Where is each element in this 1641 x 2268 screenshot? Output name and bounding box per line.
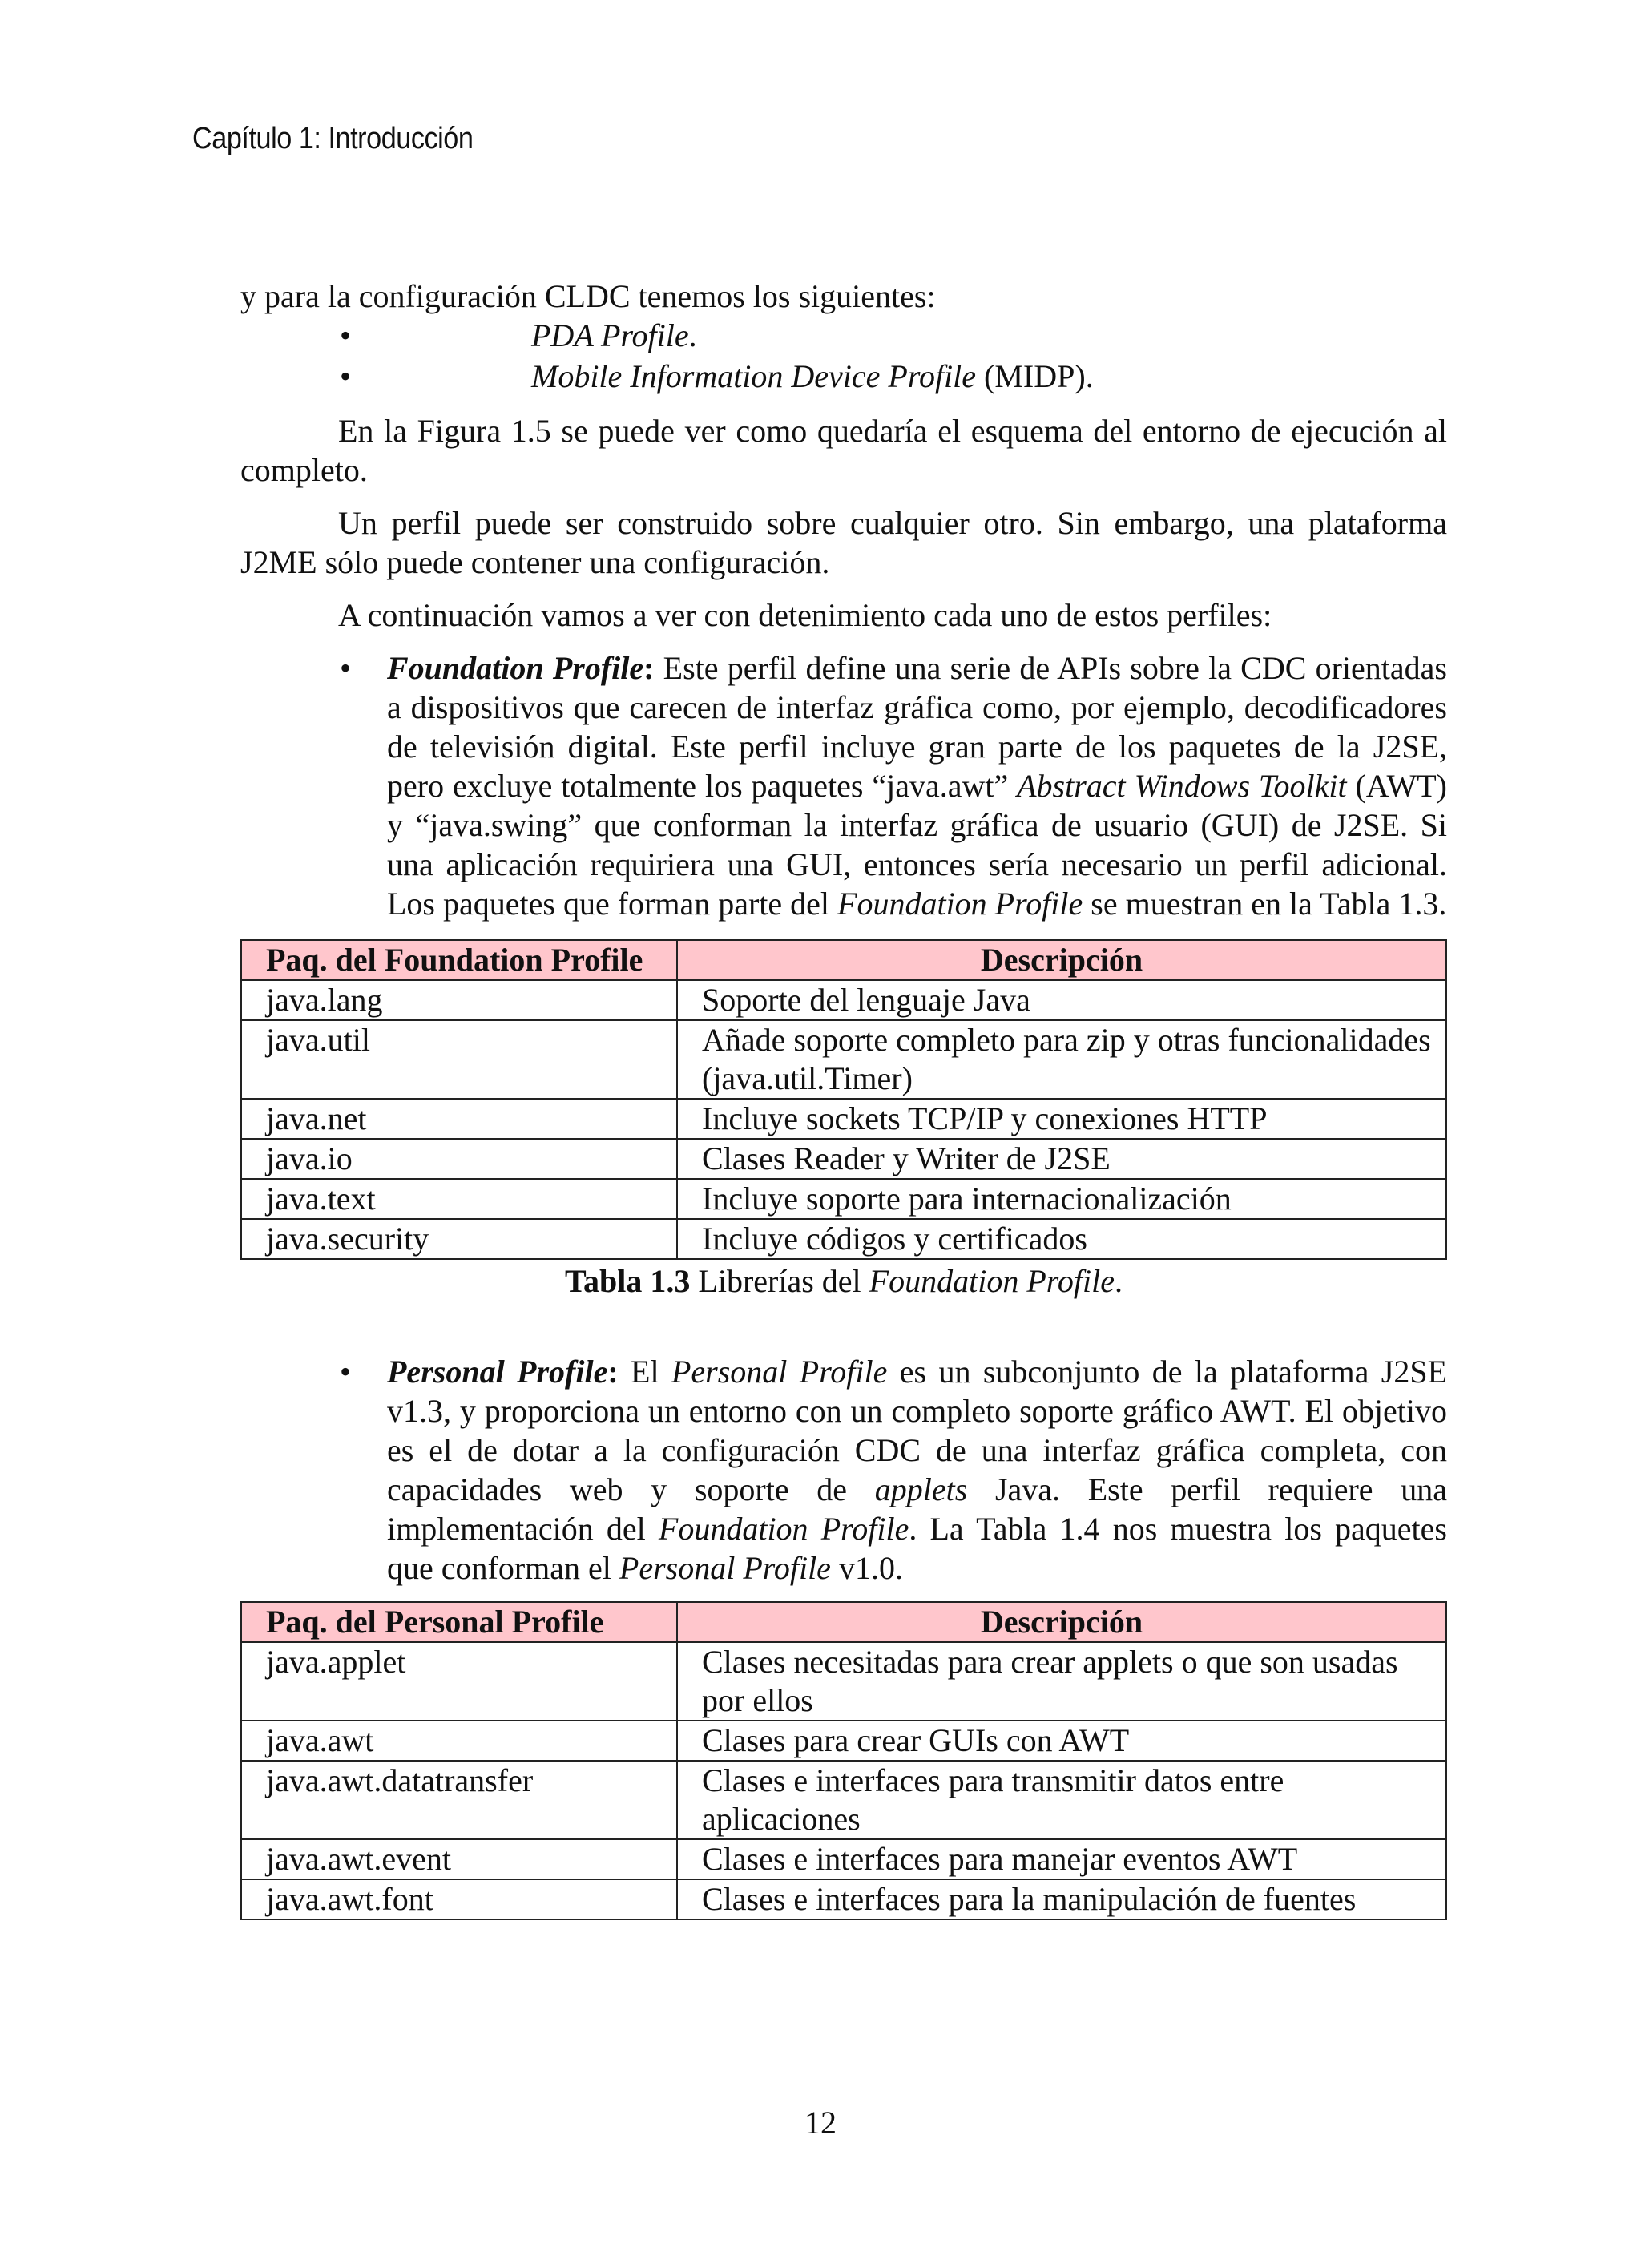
table-row: java.awt Clases para crear GUIs con AWT bbox=[241, 1721, 1446, 1761]
table-row: java.lang Soporte del lenguaje Java bbox=[241, 980, 1446, 1020]
page-number: 12 bbox=[804, 2105, 837, 2141]
personal-profile-item: • Personal Profile: El Personal Profile es un subconjunto de la plataforma J2SE v1.3, y proporciona un entorno con un completo soporte gráfico AWT. El objetivo es el de dotar a la configuración CDC de una interfaz gráfica completa, con capacidades web y soporte de applets Java. Este perfil requiere una implementación del Foundation Profile. La Tabla 1.4 nos muestra los paquetes que conforman el Personal Profile v1.0. bbox=[340, 1354, 1447, 1586]
table-row: java.awt.event Clases e interfaces para manejar eventos AWT bbox=[241, 1839, 1446, 1879]
column-header: Paq. del Personal Profile bbox=[241, 1602, 677, 1642]
table-header-row bbox=[241, 940, 1446, 980]
cldc-profile-list bbox=[240, 316, 1447, 398]
page-body bbox=[240, 276, 1447, 1920]
column-header: Paq. del Foundation Profile bbox=[241, 940, 677, 980]
list-item-text: PDA Profile. bbox=[531, 317, 697, 353]
intro-line: y para la configuración CLDC tenemos los siguientes: bbox=[240, 278, 936, 314]
table-caption: Tabla 1.3 Librerías del Foundation Profile. bbox=[565, 1263, 1123, 1299]
term: Personal Profile bbox=[387, 1354, 608, 1390]
table-row: java.text Incluye soporte para internacionalización bbox=[241, 1179, 1446, 1219]
table-row: java.awt.datatransfer Clases e interfaces para transmitir datos entre aplicaciones bbox=[241, 1761, 1446, 1839]
bullet-icon: • bbox=[340, 317, 352, 353]
list-item bbox=[240, 357, 1447, 398]
personal-profile-table bbox=[240, 1601, 1447, 1920]
term: Foundation Profile bbox=[387, 650, 644, 686]
paragraph: Un perfil puede ser construido sobre cualquier otro. Sin embargo, una plataforma J2ME sólo puede contener una configuración. bbox=[240, 505, 1447, 580]
bullet-icon: • bbox=[340, 358, 352, 394]
table-header-row bbox=[241, 1602, 1446, 1642]
column-header: Descripción bbox=[677, 940, 1446, 980]
profile-list bbox=[240, 1352, 1447, 1588]
column-header: Descripción bbox=[677, 1602, 1446, 1642]
table-row: java.security Incluye códigos y certificados bbox=[241, 1219, 1446, 1259]
bullet-icon: • bbox=[340, 1354, 352, 1390]
running-head: Capítulo 1: Introducción bbox=[192, 122, 474, 155]
table-row: java.awt.font Clases e interfaces para la manipulación de fuentes bbox=[241, 1879, 1446, 1919]
bullet-icon: • bbox=[340, 650, 352, 686]
table-row: java.io Clases Reader y Writer de J2SE bbox=[241, 1139, 1446, 1179]
paragraph: A continuación vamos a ver con detenimiento cada uno de estos perfiles: bbox=[338, 597, 1272, 633]
table-row: java.util Añade soporte completo para zip y otras funcionalidades (java.util.Timer) bbox=[241, 1020, 1446, 1099]
paragraph: En la Figura 1.5 se puede ver como quedaría el esquema del entorno de ejecución al completo. bbox=[240, 413, 1447, 488]
foundation-profile-item: • Foundation Profile: Este perfil define una serie de APIs sobre la CDC orientadas a dispositivos que carecen de interfaz gráfica como, por ejemplo, decodificadores de televisión digital. Este perfil incluye gran parte de los paquetes de la J2SE, pero excluye totalmente los paquetes “java.awt” Abstract Windows Toolkit (AWT) y “java.swing” que conforman la interfaz gráfica de usuario (GUI) de J2SE. Si una aplicación requiriera una GUI, entonces sería necesario un perfil adicional. Los paquetes que forman parte del Foundation Profile se muestran en la Tabla 1.3. bbox=[340, 650, 1447, 922]
list-item bbox=[240, 316, 1447, 357]
list-item-text: Mobile Information Device Profile (MIDP). bbox=[531, 358, 1094, 394]
table-row: java.net Incluye sockets TCP/IP y conexiones HTTP bbox=[241, 1099, 1446, 1139]
foundation-profile-table bbox=[240, 939, 1447, 1260]
profile-list bbox=[240, 648, 1447, 923]
table-row: java.applet Clases necesitadas para crear applets o que son usadas por ellos bbox=[241, 1642, 1446, 1721]
